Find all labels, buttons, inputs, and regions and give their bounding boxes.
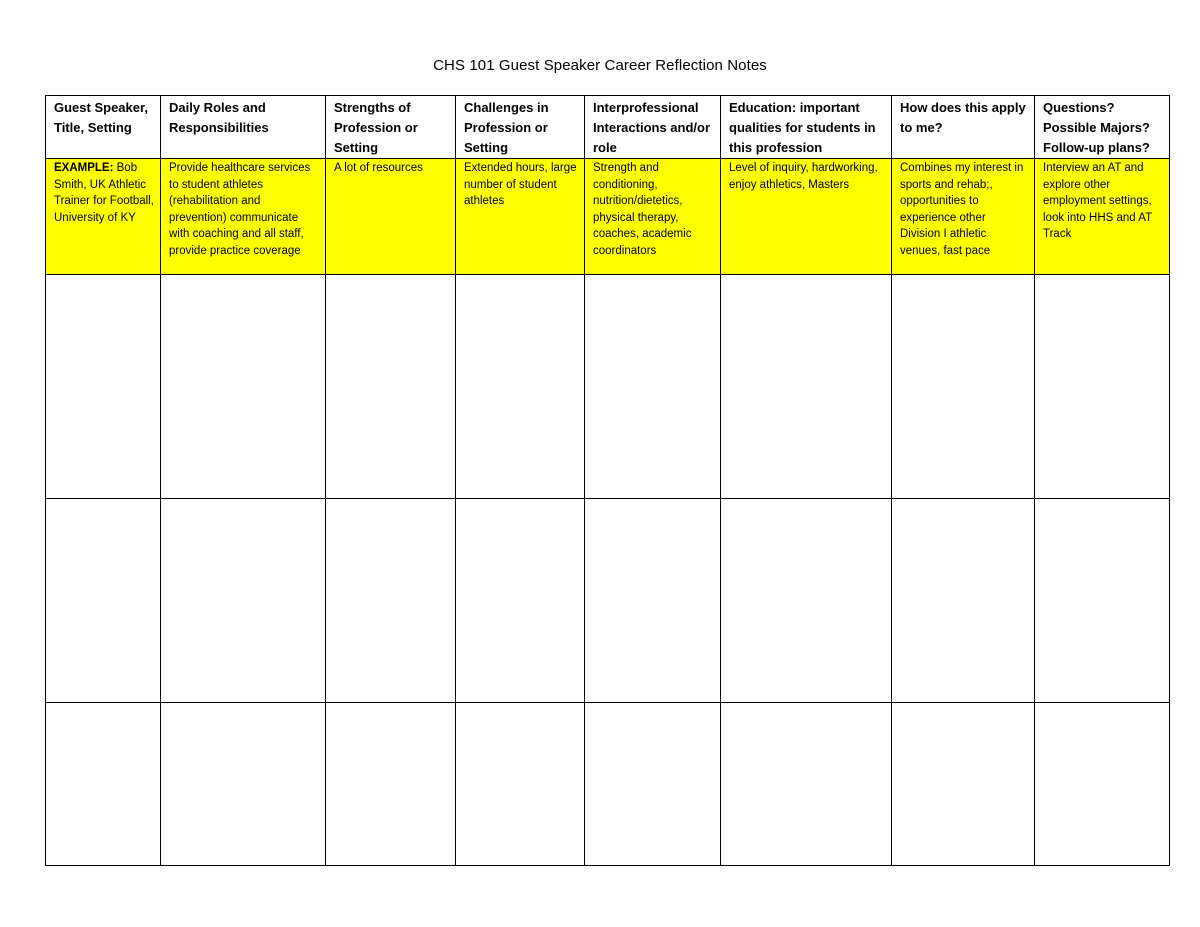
blank-cell[interactable]: [326, 703, 456, 866]
header-cell-questions: [1035, 96, 1170, 159]
header-cell-interprofessional: [585, 96, 721, 159]
header-label: Challenges in Profession or Setting: [464, 100, 549, 155]
blank-cell[interactable]: [721, 275, 892, 499]
example-cell-interprofessional: [585, 159, 721, 275]
example-text: Extended hours, large number of student athletes: [464, 162, 577, 208]
example-text: Interview an AT and explore other employment settings, look into HHS and AT Track: [1043, 162, 1152, 241]
blank-cell[interactable]: [46, 703, 161, 866]
example-cell-strengths: [326, 159, 456, 275]
header-label: Daily Roles and Responsibilities: [169, 100, 269, 135]
example-label: EXAMPLE:: [54, 162, 114, 174]
blank-cell[interactable]: [585, 703, 721, 866]
example-cell-apply-to-me: [892, 159, 1035, 275]
header-cell-strengths: [326, 96, 456, 159]
example-cell-challenges: [456, 159, 585, 275]
header-label: How does this apply to me?: [900, 100, 1026, 135]
blank-cell[interactable]: [456, 499, 585, 703]
header-cell-education: [721, 96, 892, 159]
blank-cell[interactable]: [46, 275, 161, 499]
example-text: Combines my interest in sports and rehab;, opportunities to experience other Division I athletic venues, fast pace: [900, 162, 1024, 257]
blank-cell[interactable]: [1035, 703, 1170, 866]
blank-cell[interactable]: [585, 275, 721, 499]
blank-row: [46, 275, 1170, 499]
header-cell-daily-roles: [161, 96, 326, 159]
header-cell-guest-speaker: [46, 96, 161, 159]
example-text: Strength and conditioning, nutrition/dietetics, physical therapy, coaches, academic coordinators: [593, 162, 692, 257]
blank-cell[interactable]: [161, 275, 326, 499]
blank-cell[interactable]: [892, 703, 1035, 866]
blank-cell[interactable]: [585, 499, 721, 703]
blank-row: [46, 499, 1170, 703]
example-text: A lot of resources: [334, 162, 423, 174]
example-cell-guest-speaker: [46, 159, 161, 275]
example-cell-daily-roles: [161, 159, 326, 275]
example-text: Bob Smith, UK Athletic Trainer for Football, University of KY: [54, 162, 154, 224]
blank-cell[interactable]: [326, 275, 456, 499]
example-text: Provide healthcare services to student athletes (rehabilitation and prevention) communicate with coaching and all staff, provide practice coverage: [169, 162, 311, 257]
blank-cell[interactable]: [326, 499, 456, 703]
table-header-row: [46, 96, 1170, 159]
blank-cell[interactable]: [721, 703, 892, 866]
blank-cell[interactable]: [1035, 499, 1170, 703]
blank-cell[interactable]: [892, 275, 1035, 499]
blank-cell[interactable]: [721, 499, 892, 703]
header-label: Education: important qualities for students in this profession: [729, 100, 876, 155]
blank-cell[interactable]: [456, 275, 585, 499]
blank-cell[interactable]: [161, 703, 326, 866]
blank-row: [46, 703, 1170, 866]
header-label: Guest Speaker, Title, Setting: [54, 100, 148, 135]
example-cell-education: [721, 159, 892, 275]
header-cell-apply-to-me: [892, 96, 1035, 159]
blank-cell[interactable]: [1035, 275, 1170, 499]
blank-cell[interactable]: [892, 499, 1035, 703]
example-row: [46, 159, 1170, 275]
header-label: Questions? Possible Majors? Follow-up plans?: [1043, 100, 1150, 155]
reflection-notes-table: [45, 95, 1170, 866]
document-title: CHS 101 Guest Speaker Career Reflection Notes: [433, 57, 767, 74]
blank-cell[interactable]: [456, 703, 585, 866]
blank-cell[interactable]: [161, 499, 326, 703]
header-cell-challenges: [456, 96, 585, 159]
example-text: Level of inquiry, hardworking, enjoy athletics, Masters: [729, 162, 878, 191]
header-label: Interprofessional Interactions and/or role: [593, 100, 711, 155]
blank-cell[interactable]: [46, 499, 161, 703]
example-cell-questions: [1035, 159, 1170, 275]
header-label: Strengths of Profession or Setting: [334, 100, 418, 155]
